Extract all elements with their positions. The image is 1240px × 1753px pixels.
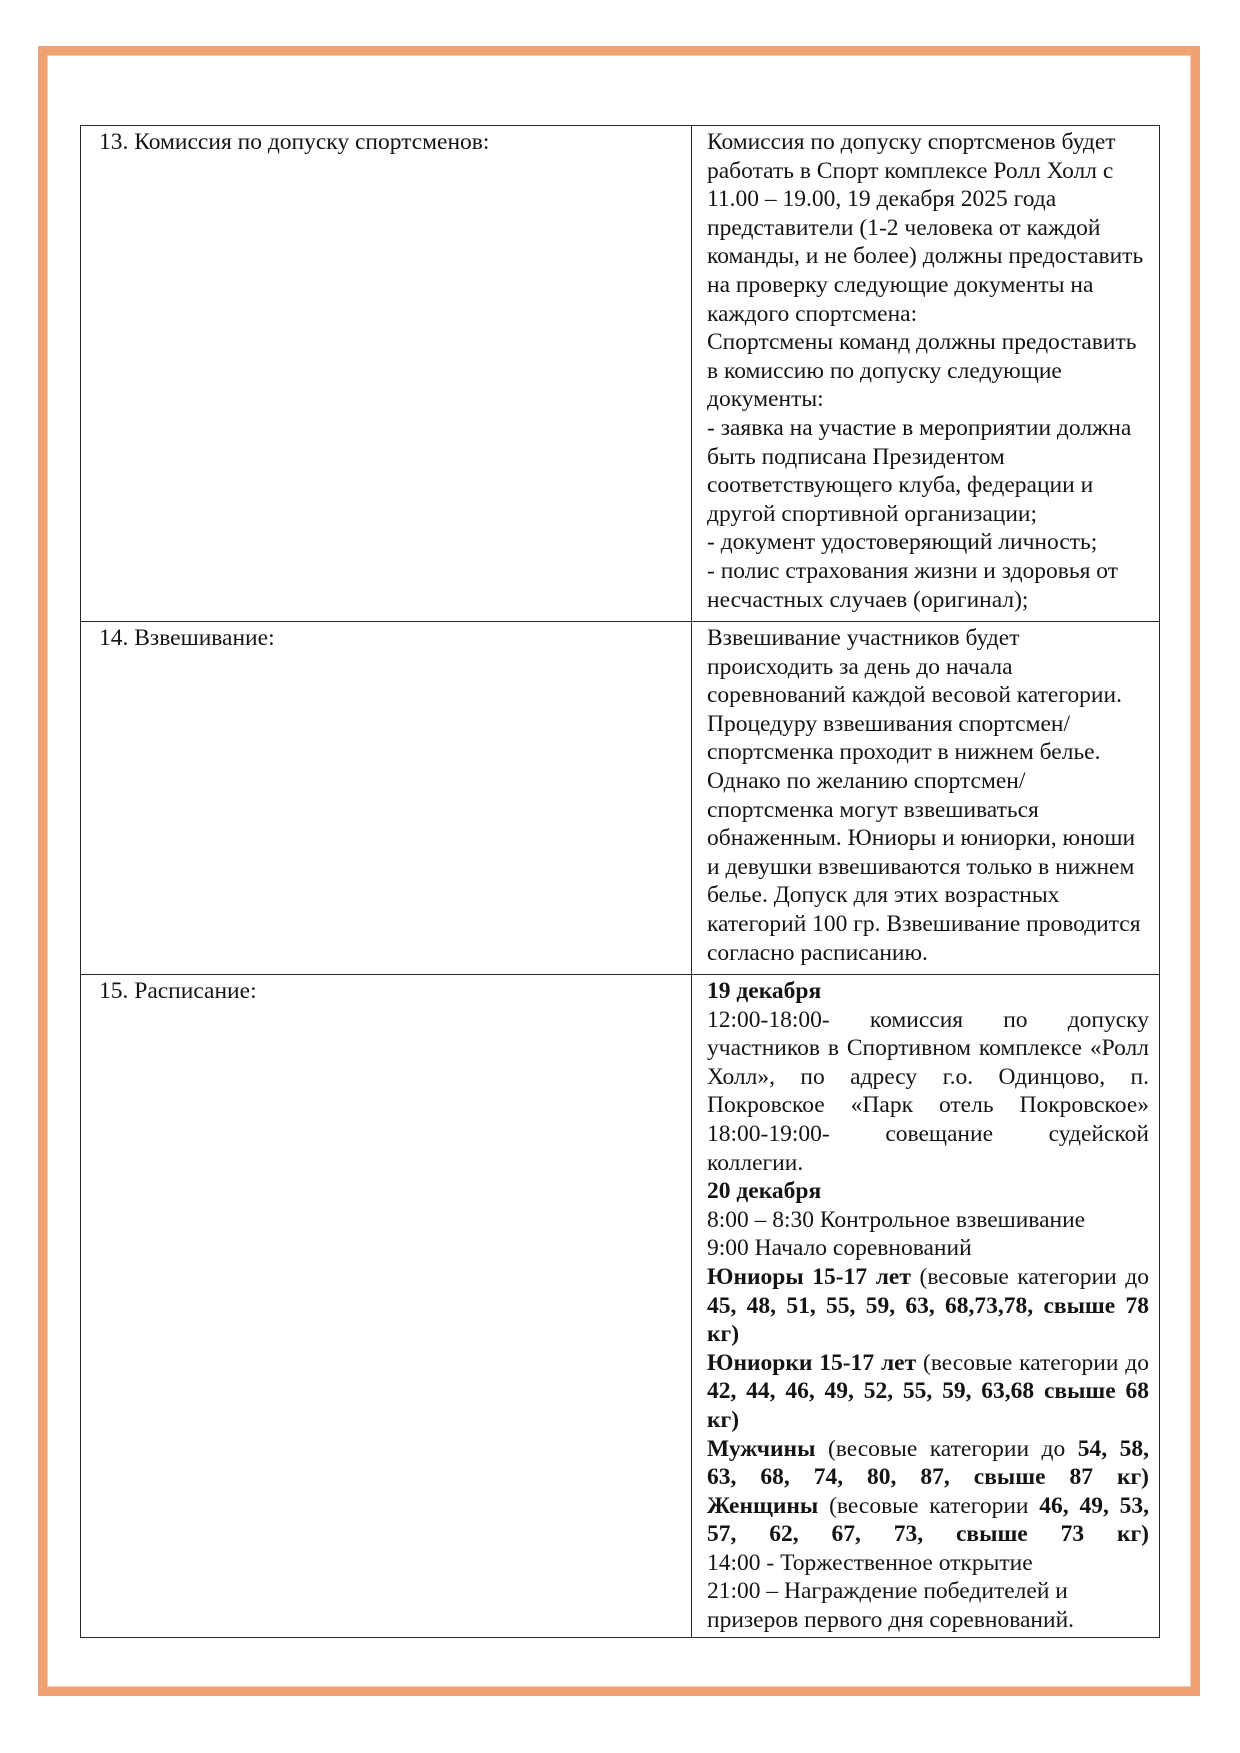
schedule-day1-judges-meeting: 18:00-19:00- совещание судейской коллегии.	[707, 1120, 1149, 1176]
table-row-admission-commission	[81, 126, 1160, 622]
category-juniors-male-weights: 45, 48, 51, 55, 59, 63, 68,73,78, свыше 78 кг)	[707, 1292, 1149, 1348]
category-juniors-male	[707, 1263, 1149, 1349]
category-juniors-male-middle: (весовые категории до	[919, 1263, 1150, 1290]
admission-id-item: - документ удостоверяющий личность;	[707, 529, 1098, 556]
category-men-weights: 54, 58, 63, 68, 74, 80, 87, свыше 87 кг)	[707, 1435, 1149, 1491]
row-content-schedule	[692, 975, 1160, 1638]
admission-insurance-item: - полис страхования жизни и здоровья от несчастных случаев (оригинал);	[707, 557, 1118, 613]
category-men-middle: (весовые категории до	[827, 1435, 1066, 1462]
schedule-day1-commission: 12:00-18:00- комиссия по допуску участников в Спортивном комплексе «Ролл Холл», по адресу г.о. Одинцово, п. Покровское «Парк отель Покровское»	[707, 1006, 1149, 1119]
category-women-weights: 46, 49, 53, 57, 62, 67, 73, свыше 73 кг)	[707, 1492, 1150, 1548]
regulations-table	[80, 125, 1160, 1638]
category-women	[707, 1492, 1149, 1549]
row-content-weigh-in	[692, 622, 1160, 975]
schedule-day2-weigh-in: 8:00 – 8:30 Контрольное взвешивание	[707, 1206, 1086, 1233]
table-row-weigh-in	[81, 622, 1160, 975]
table-row-schedule	[81, 975, 1160, 1638]
schedule-day2-start: 9:00 Начало соревнований	[707, 1235, 972, 1262]
schedule-day1-date: 19 декабря	[707, 978, 822, 1004]
schedule-day2-opening: 14:00 - Торжественное открытие	[707, 1549, 1033, 1576]
category-women-middle: (весовые категории	[829, 1492, 1029, 1519]
admission-intro-text: Комиссия по допуску спортсменов будет работать в Спорт комплексе Ролл Холл с 11.00 – 19.00, 19 декабря 2025 года представители (1-2 человека от каждой команды, и не более) должны предоставить на проверку следующие документы на каждого спортсмена:	[707, 129, 1144, 327]
category-juniors-male-title: Юниоры 15-17 лет	[707, 1263, 911, 1290]
category-juniors-female-title: Юниорки 15-17 лет	[707, 1349, 917, 1376]
category-juniors-female	[707, 1349, 1149, 1435]
schedule-day2-date: 20 декабря	[707, 1178, 822, 1205]
category-men	[707, 1435, 1149, 1492]
weigh-in-text: Взвешивание участников будет происходить за день до начала соревнований каждой весовой категории. Процедуру взвешивания спортсмен/спортсменка проходит в нижнем белье. Однако по желанию спортсмен/спортсменка могут взвешиваться обнаженным. Юниоры и юниорки, юноши и девушки взвешиваются только в нижнем белье. Допуск для этих возрастных категорий 100 гр. Взвешивание проводится согласно расписанию.	[707, 625, 1141, 966]
schedule-day2-awards: 21:00 – Награждение победителей и призеров первого дня соревнований.	[707, 1578, 1075, 1634]
row-label-schedule: 15. Расписание:	[81, 975, 692, 1638]
admission-documents-text: Спортсмены команд должны предоставить в комиссию по допуску следующие документы:	[707, 329, 1137, 413]
row-label-weigh-in: 14. Взвешивание:	[81, 622, 692, 975]
category-men-title: Мужчины	[707, 1435, 816, 1462]
category-women-title: Женщины	[707, 1492, 819, 1519]
category-juniors-female-middle: (весовые категории до	[923, 1349, 1149, 1376]
category-juniors-female-weights: 42, 44, 46, 49, 52, 55, 59, 63,68 свыше 68 кг)	[707, 1378, 1149, 1433]
admission-application-item: - заявка на участие в мероприятии должна быть подписана Президентом соответствующего клуба, федерации и другой спортивной организации;	[707, 414, 1132, 527]
row-content-admission	[692, 126, 1160, 622]
row-label-admission: 13. Комиссия по допуску спортсменов:	[81, 126, 692, 622]
